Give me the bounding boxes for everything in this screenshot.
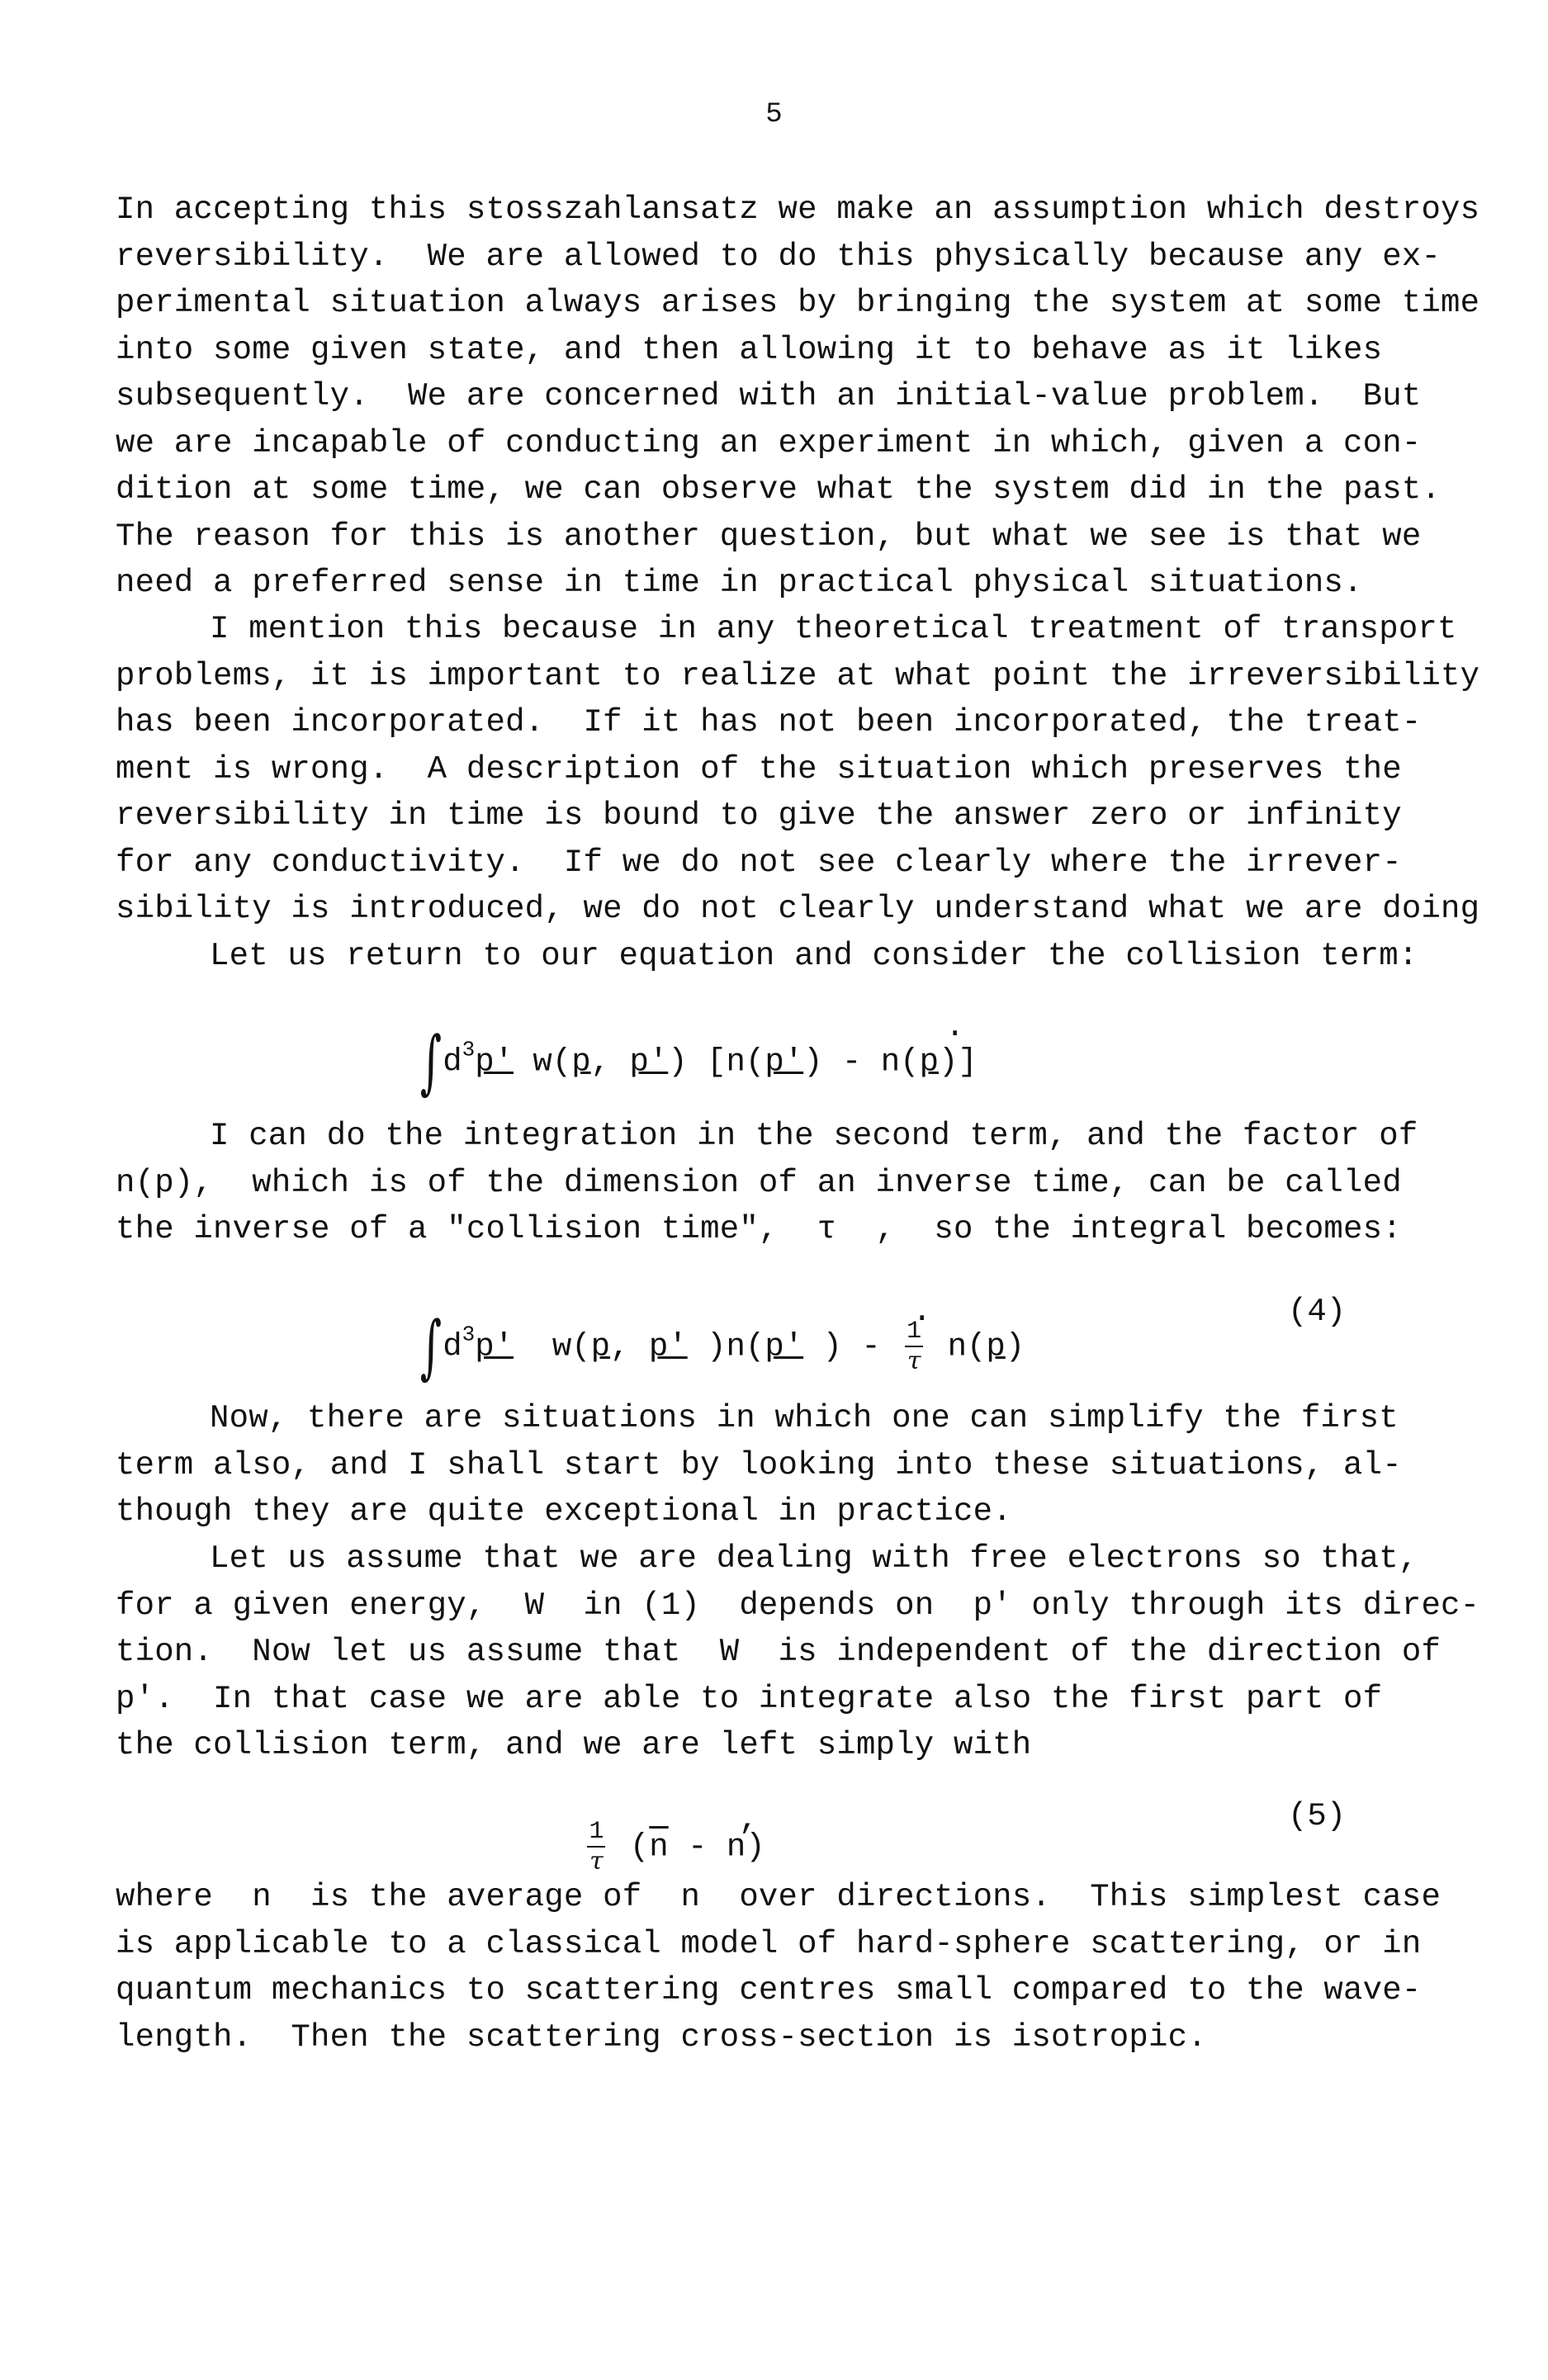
- page-number: 5: [765, 99, 783, 130]
- text-line: where n is the average of n over directions. This simplest case: [116, 1879, 1441, 1915]
- text-line: Let us return to our equation and consider the collision term:: [210, 938, 1418, 974]
- text-line: perimental situation always arises by bringing the system at some time: [116, 285, 1480, 321]
- paragraph-6: [116, 1535, 1480, 1769]
- text-line: though they are quite exceptional in practice.: [116, 1493, 1012, 1530]
- text-line: Let us assume that we are dealing with free electrons so that,: [210, 1540, 1418, 1577]
- text-line: I can do the integration in the second term, and the factor of: [210, 1118, 1418, 1154]
- paragraph-7: [116, 1874, 1470, 2061]
- text-line: the collision term, and we are left simply with: [116, 1727, 1032, 1763]
- text-line: reversibility. We are allowed to do this physically because any ex-: [116, 238, 1441, 275]
- fraction-one-over-tau: $\frac{1}{\tau}$: [589, 1818, 604, 1876]
- text-line: reversibility in time is bound to give the answer zero or infinity: [116, 797, 1402, 834]
- equation-3-comma: ,: [739, 1801, 759, 1838]
- equation-1: [0, 991, 1548, 1102]
- paragraph-3: [116, 933, 1470, 980]
- text-line: sibility is introduced, we do not clearly understand what we are doing: [116, 891, 1480, 927]
- fraction-one-over-tau: $\frac{1}{\tau}$: [907, 1318, 922, 1375]
- text-line: need a preferred sense in time in practical physical situations.: [116, 565, 1363, 601]
- equation-3: [0, 1783, 1548, 1876]
- text-line: for any conductivity. If we do not see clearly where the irrever-: [116, 844, 1402, 881]
- text-line: into some given state, and then allowing it to behave as it likes: [116, 331, 1383, 368]
- equation-number-5: (5): [1288, 1798, 1347, 1834]
- n-bar: $\overline{n}$: [649, 1829, 669, 1866]
- equation-1-period: .: [945, 1009, 965, 1045]
- text-line: n(p), which is of the dimension of an inverse time, can be called: [116, 1164, 1402, 1201]
- text-line: Now, there are situations in which one can simplify the first: [210, 1400, 1399, 1436]
- text-line: we are incapable of conducting an experiment in which, given a con-: [116, 424, 1422, 461]
- equation-2-period: .: [912, 1294, 932, 1330]
- text-line: quantum mechanics to scattering centres small compared to the wave-: [116, 1972, 1422, 2009]
- text-line: ment is wrong. A description of the situation which preserves the: [116, 750, 1402, 788]
- text-line: I mention this because in any theoretical treatment of transport: [210, 611, 1457, 647]
- text-line: p′. In that case we are able to integrate also the first part of: [116, 1680, 1383, 1717]
- paragraph-2: [116, 606, 1480, 933]
- text-line: has been incorporated. If it has not been incorporated, the treat-: [116, 704, 1422, 740]
- text-line: the inverse of a "collision time", τ , so the integral becomes:: [116, 1211, 1402, 1247]
- text-line: problems, it is important to realize at what point the irreversibility: [116, 657, 1480, 694]
- text-line: term also, and I shall start by looking into these situations, al-: [116, 1446, 1402, 1483]
- paragraph-4: [116, 1113, 1470, 1253]
- paragraph-1: [116, 187, 1480, 607]
- equation-2: [0, 1275, 1548, 1387]
- paragraph-5: [116, 1395, 1470, 1535]
- text-line: for a given energy, W in (1) depends on p′ only through its direc-: [116, 1587, 1480, 1624]
- equation-number-4: (4): [1288, 1294, 1347, 1330]
- text-line: The reason for this is another question, but what we see is that we: [116, 518, 1422, 555]
- text-line: length. Then the scattering cross-section is isotropic.: [116, 2018, 1207, 2056]
- equation-2-body: $\int d^3p'$ w(p, p′ )n(p′ ) - $\frac{1}{\tau}$ n(p): [420, 1306, 1025, 1387]
- text-line: is applicable to a classical model of hard-sphere scattering, or in: [116, 1925, 1422, 1962]
- text-line: subsequently. We are concerned with an initial-value problem. But: [116, 378, 1422, 414]
- text-line: In accepting this stosszahlansatz we make an assumption which destroys: [116, 192, 1480, 228]
- integral-sign: ∫: [420, 1306, 443, 1387]
- text-line: tion. Now let us assume that W is independent of the direction of: [116, 1634, 1441, 1670]
- text-line: dition at some time, we can observe what the system did in the past.: [116, 471, 1441, 508]
- equation-3-body: $\frac{1}{\tau}$ $(\overline{n} - n)$: [589, 1818, 765, 1876]
- integral-sign: ∫: [420, 1021, 443, 1102]
- equation-1-body: $\int d^3p'$ w(p, p′) [n(p′) - n(p)]: [420, 1021, 978, 1102]
